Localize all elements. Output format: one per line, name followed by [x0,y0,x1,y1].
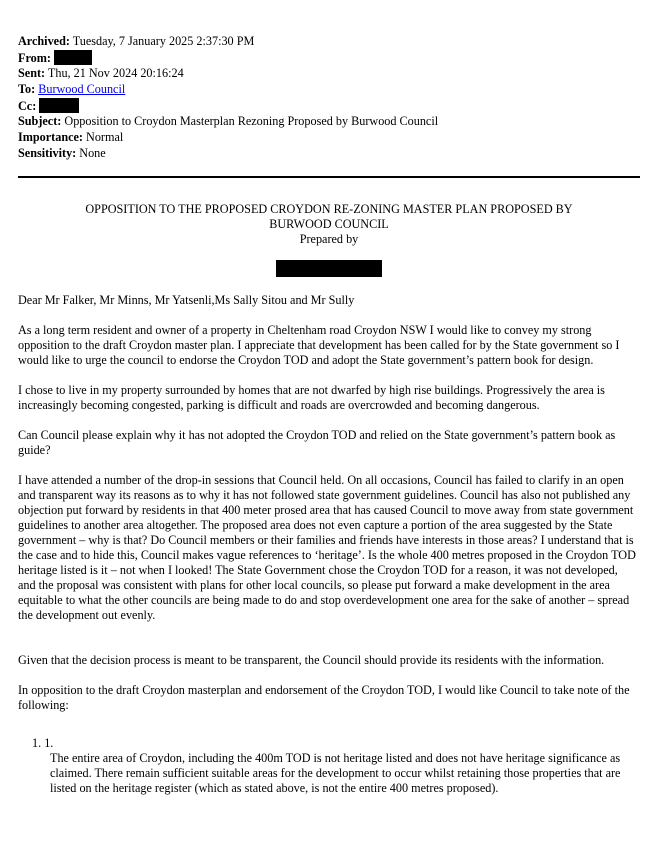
list-item-text: The entire area of Croydon, including the 400m TOD is not heritage listed and does not have heritage significance as claimed. There remain sufficient suitable areas for the development to occur whilst retaining those properties that are listed on the heritage register (which as stated above, is not the entire 400 metres proposed). [50,751,621,795]
archived-label: Archived: [18,34,70,48]
salutation: Dear Mr Falker, Mr Minns, Mr Yatsenli,Ms Sally Sitou and Mr Sully [18,293,355,307]
cc-label: Cc: [18,99,37,113]
subject-row [18,114,640,130]
paragraph-1: As a long term resident and owner of a property in Cheltenham road Croydon NSW I would like to convey my strong opposition to the draft Croydon master plan. I appreciate that development has been called for by the State government so I would like to urge the council to endorse the Croydon TOD and adopt the State government’s pattern book for design. [18,323,620,367]
from-label: From: [18,51,51,65]
paragraph-5: Given that the decision process is meant to be transparent, the Council should provide its residents with the information. [18,653,605,667]
document-title [18,202,640,232]
archived-row [18,34,640,50]
to-recipient-link[interactable]: Burwood Council [38,82,126,96]
cc-row [18,98,640,114]
sent-value: Thu, 21 Nov 2024 20:16:24 [47,66,184,80]
email-header [18,34,640,162]
to-label: To: [18,82,36,96]
list-item-number: 1. 1. [32,736,54,750]
subject-value: Opposition to Croydon Masterplan Rezoning Proposed by Burwood Council [64,114,439,128]
header-divider [18,176,640,178]
sent-label: Sent: [18,66,46,80]
paragraph-2: I chose to live in my property surrounded by homes that are not dwarfed by high rise buildings. Progressively the area is increasingly becoming congested, parking is difficult and roads are overcrowded and becoming dangerous. [18,383,605,412]
title-line-2: BURWOOD COUNCIL [269,217,389,231]
author-redaction [276,260,382,277]
cc-redaction [39,98,79,113]
importance-value: Normal [86,130,124,144]
archived-value: Tuesday, 7 January 2025 2:37:30 PM [72,34,255,48]
from-row [18,50,640,66]
title-line-1: OPPOSITION TO THE PROPOSED CROYDON RE-ZONING MASTER PLAN PROPOSED BY [85,202,573,216]
to-row [18,82,640,98]
letter-body [18,293,638,713]
importance-row [18,130,640,146]
sensitivity-value: None [79,146,106,160]
sensitivity-row [18,146,640,162]
importance-label: Importance: [18,130,83,144]
paragraph-4: I have attended a number of the drop-in sessions that Council held. On all occasions, Council has failed to clarify in an open and transparent way its reasons as to why it has not followed state government guidelines. Council has also not published any objection put forward by residents in that 400 meter prosed area that has caused Council to move away from state government guidelines to another area altogether. The proposed area does not even capture a portion of the area suggested by the State government – why is that? Do Council members or their families and friends have interests in those areas? I understand that is the case and to hide this, Council makes vague references to ‘heritage’. Is the whole 400 metres proposed in the Croydon TOD heritage listed is it – not when I looked! The State Government chose the Croydon TOD for a reason, it was not developed, and the proposal was consistent with plans for other local councils, so please put forward a make development in the area equitable to what the other councils are being made to do and stop overdevelopment one area for the sake of another – spread the development out evenly. [18,473,636,622]
sent-row [18,66,640,82]
paragraph-3: Can Council please explain why it has not adopted the Croydon TOD and relied on the State government’s pattern book as guide? [18,428,616,457]
paragraph-6: In opposition to the draft Croydon masterplan and endorsement of the Croydon TOD, I would like Council to take note of the following: [18,683,630,712]
prepared-by: Prepared by [299,232,359,246]
subject-label: Subject: [18,114,62,128]
from-redaction [54,50,92,65]
sensitivity-label: Sensitivity: [18,146,77,160]
